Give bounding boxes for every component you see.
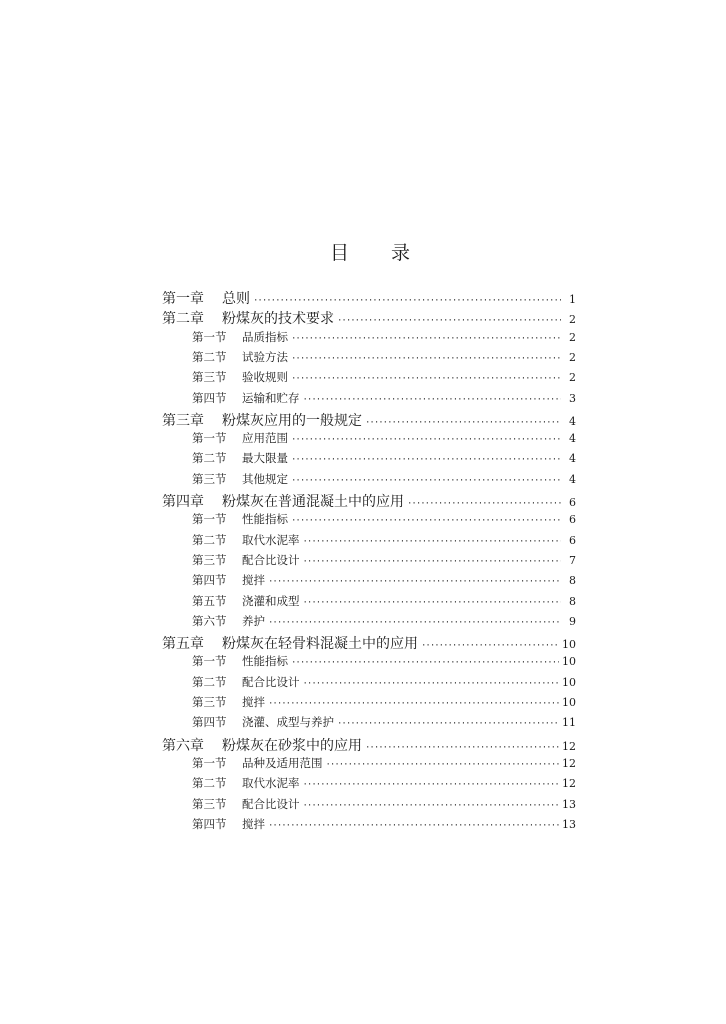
toc-entry-title: 试验方法 <box>242 349 288 364</box>
toc-section-entry[interactable] <box>192 369 576 385</box>
toc-page-number: 8 <box>569 594 576 608</box>
toc-entry-title: 养护 <box>242 613 265 628</box>
toc-leader-dots <box>365 744 559 753</box>
toc-leader-dots <box>268 700 559 709</box>
toc-entry-title: 配合比设计 <box>242 552 300 567</box>
toc-section-entry[interactable] <box>192 532 576 548</box>
toc-entry-label: 第四节 <box>192 816 227 831</box>
toc-page-number: 10 <box>562 638 576 652</box>
toc-section-entry[interactable] <box>192 430 576 446</box>
toc-chapter-entry[interactable] <box>162 308 576 328</box>
toc-entry-title: 最大限量 <box>242 451 288 466</box>
toc-entry-title: 浇灌、成型与养护 <box>242 715 334 730</box>
toc-leader-dots <box>303 781 560 790</box>
toc-page-number: 13 <box>562 797 576 811</box>
toc-leader-dots <box>337 317 561 326</box>
toc-section-entry[interactable] <box>192 471 576 487</box>
toc-chapter-entry[interactable] <box>162 410 576 430</box>
toc-entry-title: 配合比设计 <box>242 796 300 811</box>
toc-entry-title: 性能指标 <box>242 654 288 669</box>
toc-page-number: 1 <box>569 293 576 306</box>
toc-page-number: 6 <box>569 496 576 509</box>
toc-entry-title: 其他规定 <box>242 471 288 486</box>
toc-entry-label: 第二节 <box>192 776 227 791</box>
toc-page-number: 3 <box>569 391 576 405</box>
toc-entry-title: 运输和贮存 <box>242 390 300 405</box>
toc-entry-title: 搅拌 <box>242 816 265 831</box>
toc-leader-dots <box>291 355 561 364</box>
toc-page-number: 10 <box>562 655 576 669</box>
toc-section-entry[interactable] <box>192 775 576 791</box>
toc-entry-label: 第一章 <box>162 291 204 307</box>
toc-entry-title: 粉煤灰的技术要求 <box>222 311 334 328</box>
toc-leader-dots <box>337 720 559 729</box>
toc-leader-dots <box>303 538 562 547</box>
toc-entry-label: 第六章 <box>162 737 204 754</box>
toc-section-entry[interactable] <box>192 511 576 527</box>
toc-leader-dots <box>268 822 559 831</box>
toc-entry-title: 性能指标 <box>242 512 288 527</box>
toc-entry-title: 取代水泥率 <box>242 776 300 791</box>
toc-leader-dots <box>421 642 559 651</box>
toc-entry-title: 粉煤灰在普通混凝土中的应用 <box>222 494 404 510</box>
toc-page-number: 6 <box>569 533 576 547</box>
toc-leader-dots <box>291 477 561 486</box>
toc-leader-dots <box>291 375 561 384</box>
toc-page-number: 7 <box>569 553 576 567</box>
toc-entry-title: 粉煤灰在轻骨料混凝土中的应用 <box>222 636 418 653</box>
toc-page-number: 4 <box>569 432 576 446</box>
toc-leader-dots <box>326 761 560 770</box>
toc-page-number: 11 <box>562 716 576 730</box>
toc-chapter-entry[interactable] <box>162 633 576 653</box>
toc-leader-dots <box>291 335 561 344</box>
toc-entry-label: 第二节 <box>192 349 227 364</box>
toc-section-entry[interactable] <box>192 796 576 812</box>
toc-leader-dots <box>303 396 562 405</box>
toc-page-number: 4 <box>569 472 576 486</box>
toc-section-entry[interactable] <box>192 816 576 832</box>
toc-entry-title: 品种及适用范围 <box>242 755 323 770</box>
toc-entry-label: 第六节 <box>192 613 227 628</box>
toc-section-entry[interactable] <box>192 450 576 466</box>
toc-leader-dots <box>303 599 562 608</box>
toc-entry-label: 第一节 <box>192 755 227 770</box>
toc-entry-label: 第二节 <box>192 451 227 466</box>
toc-page-number: 13 <box>562 817 576 831</box>
toc-section-entry[interactable] <box>192 593 576 609</box>
toc-page-number: 10 <box>562 696 576 709</box>
toc-page-number: 4 <box>569 414 576 428</box>
toc-entry-label: 第一节 <box>192 329 227 344</box>
toc-leader-dots <box>303 558 562 567</box>
toc-entry-title: 搅拌 <box>242 573 265 588</box>
toc-entry-label: 第三节 <box>192 471 227 486</box>
toc-chapter-entry[interactable] <box>162 491 576 511</box>
toc-entry-label: 第三节 <box>192 695 227 709</box>
toc-entry-title: 验收规则 <box>242 370 288 385</box>
toc-page-number: 2 <box>569 313 576 327</box>
toc-page-number: 2 <box>569 330 576 344</box>
toc-entry-label: 第四章 <box>162 494 204 510</box>
toc-section-entry[interactable] <box>192 572 576 588</box>
toc-leader-dots <box>407 500 561 509</box>
toc-entry-label: 第五章 <box>162 636 204 653</box>
toc-leader-dots <box>291 436 561 445</box>
toc-entry-label: 第三节 <box>192 796 227 811</box>
toc-entry-title: 品质指标 <box>242 329 288 344</box>
toc-section-entry[interactable] <box>192 694 576 710</box>
toc-entry-title: 粉煤灰应用的一般规定 <box>222 412 362 429</box>
toc-section-entry[interactable] <box>192 755 576 771</box>
toc-section-entry[interactable] <box>192 714 576 730</box>
toc-leader-dots <box>291 456 561 465</box>
toc-entry-label: 第五节 <box>192 593 227 608</box>
toc-entry-label: 第四节 <box>192 573 227 588</box>
page-title <box>330 238 412 265</box>
toc-entry-title: 配合比设计 <box>242 674 300 689</box>
toc-page-number: 2 <box>569 371 576 385</box>
toc-page-number: 4 <box>569 452 576 466</box>
toc-page-number: 9 <box>569 614 576 628</box>
toc-entry-label: 第一节 <box>192 512 227 527</box>
title-char-1: 目 <box>330 242 352 264</box>
toc-leader-dots <box>268 619 561 628</box>
toc-entry-label: 第一节 <box>192 654 227 669</box>
toc-section-entry[interactable] <box>192 613 576 629</box>
toc-page-number: 2 <box>569 350 576 364</box>
toc-section-entry[interactable] <box>192 329 576 345</box>
toc-section-entry[interactable] <box>192 349 576 365</box>
toc-page-number: 12 <box>562 739 576 753</box>
toc-page-number: 8 <box>569 574 576 588</box>
toc-leader-dots <box>303 802 560 811</box>
toc-section-entry[interactable] <box>192 674 576 690</box>
toc-section-entry[interactable] <box>192 390 576 406</box>
toc-entry-label: 第三节 <box>192 552 227 567</box>
toc-leader-dots <box>291 517 561 526</box>
toc-entry-title: 总则 <box>222 291 250 307</box>
toc-leader-dots <box>365 419 561 428</box>
toc-entry-label: 第四节 <box>192 715 227 730</box>
toc-entry-label: 第二章 <box>162 311 204 328</box>
toc-entry-title: 搅拌 <box>242 695 265 709</box>
toc-entry-label: 第四节 <box>192 390 227 405</box>
toc-leader-dots <box>268 578 561 587</box>
toc-page-number: 10 <box>562 675 576 689</box>
toc-entry-label: 第三节 <box>192 370 227 385</box>
toc-entry-title: 应用范围 <box>242 431 288 446</box>
title-char-2: 录 <box>391 242 413 264</box>
toc-leader-dots <box>291 659 559 668</box>
toc-page-number: 12 <box>562 777 576 791</box>
toc-entry-title: 粉煤灰在砂浆中的应用 <box>222 737 362 754</box>
toc-page-number: 6 <box>569 513 576 527</box>
toc-page-number: 12 <box>562 756 576 770</box>
toc-chapter-entry[interactable] <box>162 288 576 308</box>
toc-entry-label: 第一节 <box>192 431 227 446</box>
toc-leader-dots <box>303 680 560 689</box>
toc-entry-label: 第三章 <box>162 412 204 429</box>
toc-entry-title: 浇灌和成型 <box>242 593 300 608</box>
toc-entry-title: 取代水泥率 <box>242 532 300 547</box>
toc-leader-dots <box>253 297 561 306</box>
toc-chapter-entry[interactable] <box>162 735 576 755</box>
toc-section-entry[interactable] <box>192 552 576 568</box>
toc-entry-label: 第二节 <box>192 674 227 689</box>
toc-entry-label: 第二节 <box>192 532 227 547</box>
toc-section-entry[interactable] <box>192 653 576 669</box>
